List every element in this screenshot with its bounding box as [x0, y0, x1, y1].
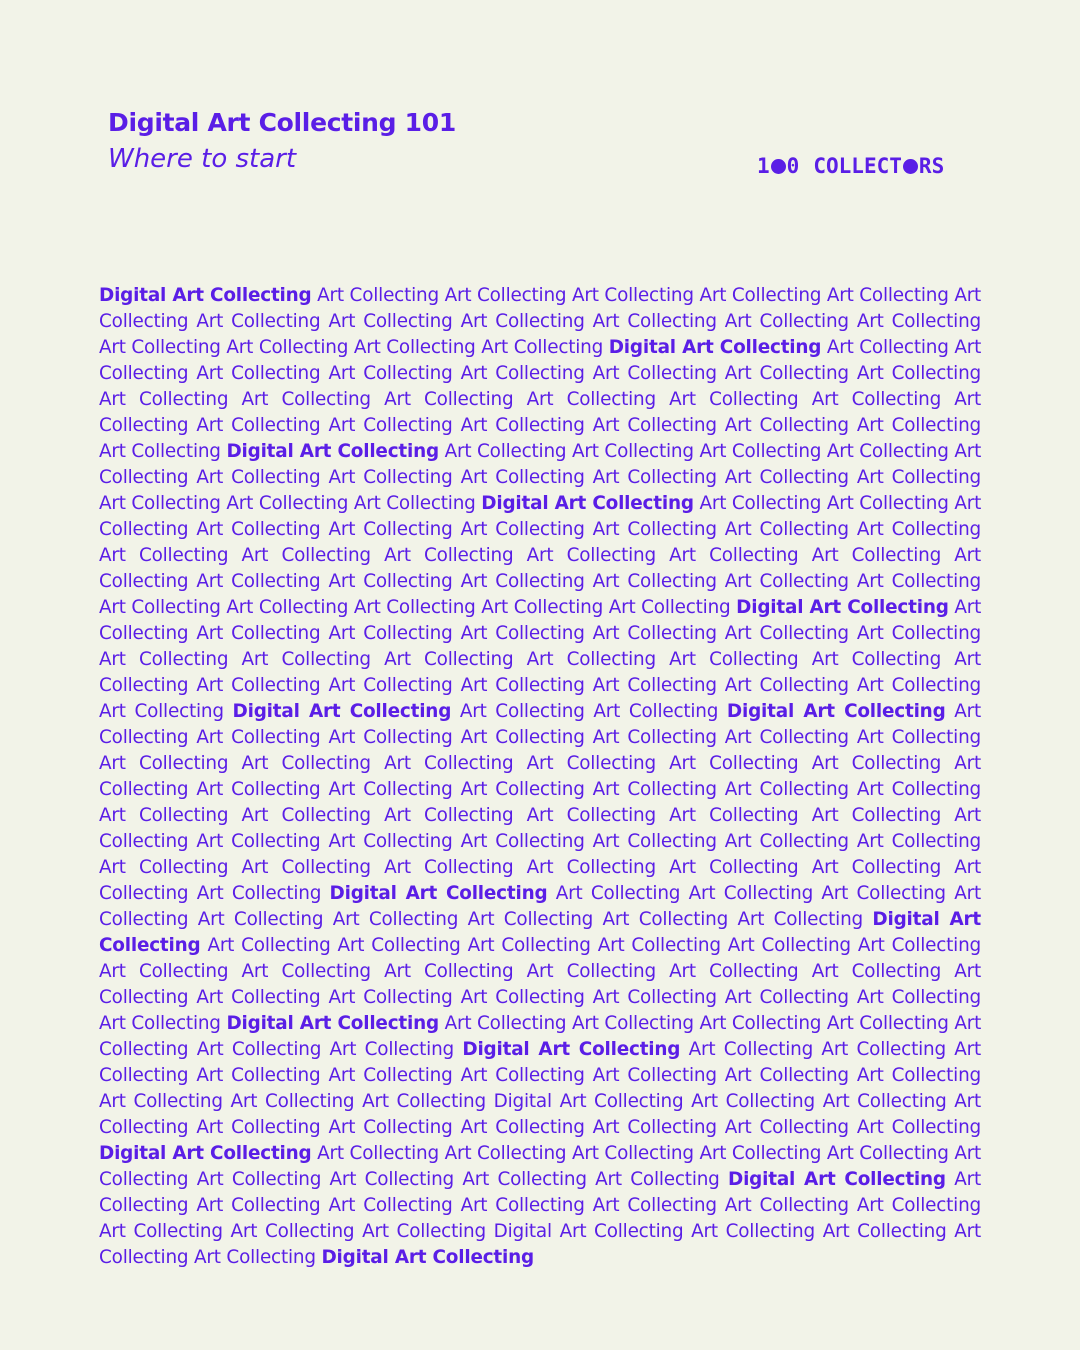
- text-line: [99, 465, 981, 491]
- highlight-phrase: Digital Art Collecting: [226, 441, 439, 462]
- highlight-phrase: Digital Art Collecting: [481, 493, 694, 514]
- highlight-phrase: Digital Art Collecting: [321, 1247, 534, 1268]
- highlight-phrase: Digital Art Collecting: [726, 701, 946, 722]
- text-run: Art Collecting Art Collecting Art Collecting Art Collecting Art Collecting Art: [311, 1143, 981, 1164]
- text-run: Art: [945, 1169, 981, 1190]
- text-run: Collecting Art Collecting Art Collecting Art Collecting Art Collecting Art Collecting Art Collecting: [99, 727, 981, 748]
- text-line: [99, 309, 981, 335]
- highlight-phrase: Digital Art Collecting: [226, 1013, 439, 1034]
- text-run: Art Collecting: [99, 701, 233, 722]
- text-line: [99, 1115, 981, 1141]
- text-line: [99, 1167, 981, 1193]
- text-line: [99, 699, 981, 725]
- page-subtitle: Where to start: [108, 144, 297, 174]
- text-line: [99, 829, 981, 855]
- text-run: Art Collecting Art Collecting Art Collecting: [99, 493, 482, 514]
- text-run: Art Collecting Art Collecting Art Collecting Art Collecting Art Collecting Art Collecting Art: [99, 389, 981, 410]
- text-line: [99, 1193, 981, 1219]
- text-run: Art Collecting Art Collecting Art Collecting Art Collecting Art Collecting Art Collecting: [200, 935, 981, 956]
- text-run: Art Collecting Art Collecting Art Collecting Art Collecting Art Collecting Art Collecting Art: [99, 545, 981, 566]
- highlight-phrase: Digital Art Collecting: [462, 1039, 681, 1060]
- text-line: [99, 595, 981, 621]
- highlight-phrase: Digital Art Collecting: [232, 701, 452, 722]
- highlight-phrase: Digital Art Collecting: [728, 1169, 946, 1190]
- text-line: [99, 1219, 981, 1245]
- text-run: Art Collecting Art Collecting Art Collecting Art Collecting Art Collecting Art Collecting Art: [99, 857, 981, 878]
- text-line: [99, 283, 981, 309]
- highlight-phrase: Digital Art Collecting: [99, 285, 312, 306]
- highlight-phrase: Digital Art Collecting: [99, 1143, 312, 1164]
- text-run: Collecting Art Collecting Art Collecting: [99, 1039, 463, 1060]
- text-run: Collecting Art Collecting Art Collecting Art Collecting Art Collecting Art Collecting Art Collecting: [99, 987, 981, 1008]
- repeated-text-block: [99, 283, 981, 1271]
- text-run: Collecting Art Collecting Art Collecting Art Collecting Art Collecting Art Collecting Art Collecting: [99, 571, 981, 592]
- text-line: [99, 439, 981, 465]
- text-run: Collecting Art Collecting Art Collecting Art Collecting Art Collecting Art Collecting Art Collecting: [99, 831, 981, 852]
- text-run: Art Collecting: [99, 441, 227, 462]
- text-run: Art Collecting Art Collecting: [451, 701, 727, 722]
- text-run: Collecting Art Collecting Art Collecting Art Collecting Art Collecting Art Collecting Art Collecting: [99, 415, 981, 436]
- text-line: [99, 933, 981, 959]
- text-run: Collecting Art Collecting Art Collecting Art Collecting Art Collecting Art Collecting Art Collecting: [99, 363, 981, 384]
- text-line: [99, 621, 981, 647]
- text-line: [99, 881, 981, 907]
- text-line: [99, 985, 981, 1011]
- text-run: Collecting Art Collecting Art Collecting Art Collecting Art Collecting Art Collecting Art Collecting: [99, 623, 981, 644]
- text-run: Art Collecting Art Collecting Art Collecting Art Collecting Art Collecting Art Collecting Art: [99, 753, 981, 774]
- text-run: Art Collecting Art Collecting Art Collecting Art Collecting Art Collecting Art Collecting Art: [99, 961, 981, 982]
- text-line: [99, 803, 981, 829]
- text-line: [99, 725, 981, 751]
- text-run: Collecting Art Collecting Art Collecting Art Collecting Art Collecting Art Collecting Art Collecting: [99, 1195, 981, 1216]
- text-run: Collecting Art Collecting Art Collecting Art Collecting Art Collecting: [99, 1169, 728, 1190]
- text-line: [99, 1011, 981, 1037]
- text-line: [99, 1037, 981, 1063]
- text-run: Collecting Art Collecting Art Collecting Art Collecting Art Collecting Art Collecting Art Collecting: [99, 1065, 981, 1086]
- text-run: Art Collecting Art Collecting Art: [680, 1039, 981, 1060]
- text-line: [99, 1141, 981, 1167]
- text-run: Art: [945, 701, 981, 722]
- text-run: Collecting Art Collecting: [99, 883, 330, 904]
- text-run: Collecting Art Collecting Art Collecting Art Collecting Art Collecting Art Collecting Art Collecting: [99, 1117, 981, 1138]
- text-run: Collecting Art Collecting Art Collecting Art Collecting Art Collecting Art Collecting: [99, 909, 873, 930]
- text-run: Art Collecting Art Collecting Art Collecting Art Collecting Art: [438, 441, 981, 462]
- text-run: Art Collecting Art Collecting Art Collecting Digital Art Collecting Art Collecting Art Collecting Art: [99, 1091, 981, 1112]
- text-run: Art Collecting Art Collecting Art Collecting Art Collecting Art Collecting Art Collecting Art: [99, 805, 981, 826]
- text-run: Art Collecting Art Collecting Art Collecting Art: [547, 883, 981, 904]
- text-run: Art Collecting Art Collecting Art Collecting Art Collecting Art Collecting Art: [311, 285, 981, 306]
- text-line: [99, 751, 981, 777]
- text-line: [99, 569, 981, 595]
- highlight-phrase: Digital Art Collecting: [736, 597, 949, 618]
- text-line: [99, 647, 981, 673]
- page-title: Digital Art Collecting 101: [108, 108, 456, 137]
- highlight-phrase: Digital Art Collecting: [329, 883, 548, 904]
- text-run: Collecting Art Collecting Art Collecting Art Collecting Art Collecting Art Collecting Art Collecting: [99, 311, 981, 332]
- text-line: [99, 491, 981, 517]
- text-line: [99, 335, 981, 361]
- text-run: Collecting Art Collecting Art Collecting Art Collecting Art Collecting Art Collecting Art Collecting: [99, 519, 981, 540]
- text-line: [99, 543, 981, 569]
- text-run: Art: [948, 597, 981, 618]
- text-run: Art Collecting Art Collecting Art: [693, 493, 981, 514]
- text-run: Art Collecting Art: [821, 337, 981, 358]
- text-line: [99, 1089, 981, 1115]
- text-run: Collecting Art Collecting Art Collecting Art Collecting Art Collecting Art Collecting Art Collecting: [99, 467, 981, 488]
- text-line: [99, 387, 981, 413]
- text-run: Art Collecting Art Collecting Art Collecting Art Collecting: [99, 337, 609, 358]
- text-run: Collecting Art Collecting: [99, 1247, 322, 1268]
- text-line: [99, 673, 981, 699]
- text-run: Collecting Art Collecting Art Collecting Art Collecting Art Collecting Art Collecting Art Collecting: [99, 779, 981, 800]
- text-run: Collecting Art Collecting Art Collecting Art Collecting Art Collecting Art Collecting Art Collecting: [99, 675, 981, 696]
- text-run: Art Collecting: [99, 1013, 227, 1034]
- text-line: [99, 361, 981, 387]
- text-line: [99, 413, 981, 439]
- highlight-phrase: Collecting: [99, 935, 201, 956]
- text-line: [99, 777, 981, 803]
- text-line: [99, 907, 981, 933]
- text-line: [99, 1063, 981, 1089]
- text-line: [99, 517, 981, 543]
- highlight-phrase: Digital Art Collecting: [608, 337, 822, 358]
- 100-collectors-logo: 1 0 C O L L E C T R S: [757, 154, 945, 178]
- highlight-phrase: Digital Art: [872, 909, 981, 930]
- text-line: [99, 959, 981, 985]
- text-line: [99, 855, 981, 881]
- text-run: Art Collecting Art Collecting Art Collecting Digital Art Collecting Art Collecting Art Collecting Art: [99, 1221, 981, 1242]
- text-run: Art Collecting Art Collecting Art Collecting Art Collecting Art Collecting Art Collecting Art: [99, 649, 981, 670]
- text-run: Art Collecting Art Collecting Art Collecting Art Collecting Art: [438, 1013, 981, 1034]
- text-line: [99, 1245, 981, 1271]
- text-run: Art Collecting Art Collecting Art Collecting Art Collecting Art Collecting: [99, 597, 737, 618]
